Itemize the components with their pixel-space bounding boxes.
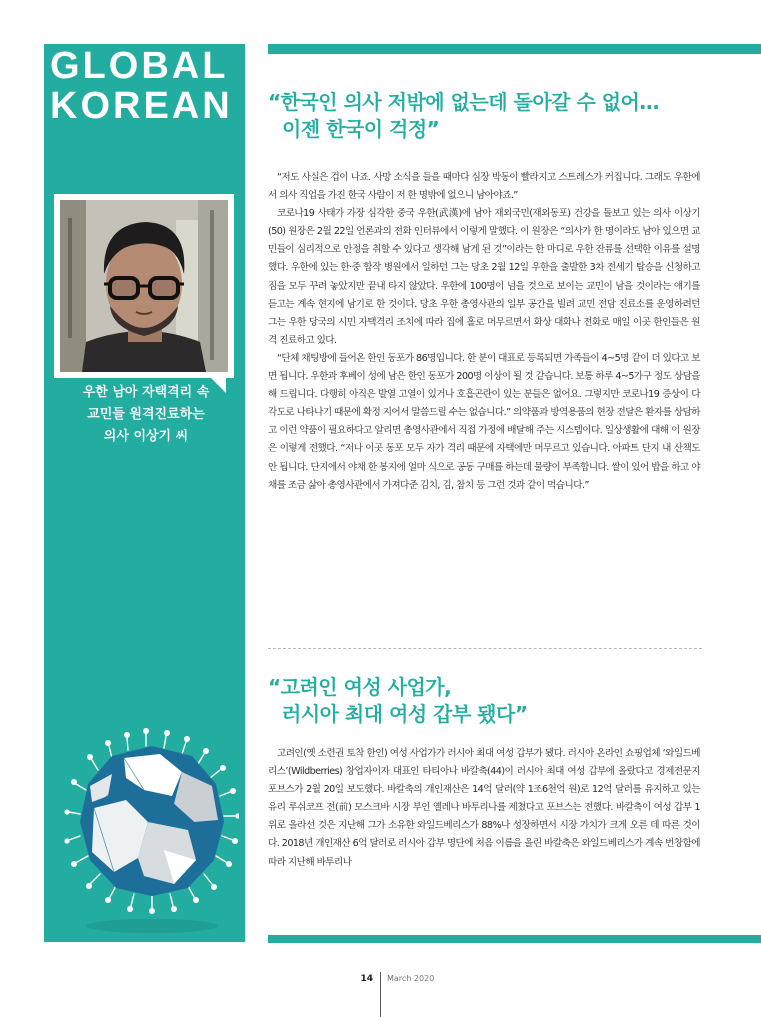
article1-body [268, 169, 700, 495]
photo-caption [50, 382, 242, 448]
article2-headline [268, 674, 528, 728]
article-paragraph: 고려인(옛 소련권 토착 한인) 여성 사업가가 러시아 최대 여성 갑부가 됐다. 러시아 온라인 쇼핑업체 ‘와일드베리스’(Wildberries) 창업자이자 대표인 타티아나 바칼축(44)이 러시아 최대 여성 갑부에 올랐다고 경제전문지 포브스가 2월 20일 보도했다. 바칼축의 개인재산은 14억 달러(약 1조6천억 원)로 12억 달러를 유지하고 있는 유리 루쉬코프 전(前) 모스크바 시장 부인 옐레나 바투리나를 제쳤다고 포브스는 전했다. 바칼축이 여성 갑부 1위로 올라선 것은 지난해 그가 소유한 와일드베리스가 88%나 성장하면서 시장 가치가 크게 오른 데 따른 것이다. 2018년 개인재산 6억 달러로 러시아 갑부 명단에 처음 이름을 올린 바칼축은 와일드베리스가 계속 번창함에 따라 지난해 바투리나 [268, 748, 700, 868]
portrait-photo-frame [54, 194, 234, 378]
page-footer [0, 972, 761, 1017]
article1-headline [268, 89, 659, 143]
headline-line: “고려인 여성 사업가, [268, 675, 452, 699]
headline-line: 러시아 최대 여성 갑부 됐다” [282, 702, 528, 726]
issue-date: March 2020 [387, 974, 435, 983]
caption-line: 교민들 원격진료하는 [87, 407, 205, 422]
portrait-photo [60, 200, 228, 372]
article2-body [268, 745, 700, 872]
top-accent-bar [268, 44, 761, 54]
footer-divider [380, 972, 381, 1017]
page-number: 14 [360, 974, 373, 984]
article-divider [268, 648, 702, 649]
section-title-line1: GLOBAL [50, 45, 229, 87]
caption-line: 의사 이상기 씨 [103, 429, 189, 444]
section-title [50, 46, 242, 126]
article-paragraph: 코로나19 사태가 가장 심각한 중국 우한(武漢)에 남아 재외국민(재외동포) 건강을 돌보고 있는 의사 이상기(50) 원장은 2월 22일 언론과의 전화 인터뷰에서 이렇게 말했다. 이 원장은 “의사가 한 명이라도 남아 있으면 교민들이 심리적으로 안정을 취할 수 있다고 생각해 남게 된 것”이라는 한 마디로 우한 잔류를 선택한 이유를 설명했다. 우한에 있는 한·중 합작 병원에서 일하던 그는 당초 2월 12일 우한을 출발한 3차 전세기 탑승을 신청하고 짐을 모두 꾸려 놓았지만 끝내 타지 않았다. 우한에 100명이 넘을 것으로 보이는 교민이 남을 것이라는 얘기를 듣고는 계속 현지에 남기로 한 것이다. 당초 우한 총영사관의 일부 공간을 빌려 교민 전담 진료소를 운영하려던 그는 우한 당국의 시민 자택격리 조치에 따라 집에 홀로 머무르면서 화상 대화나 전화로 매일 이곳 한인들은 원격 진료하고 있다. [268, 208, 700, 346]
headline-line: “한국인 의사 저밖에 없는데 돌아갈 수 없어… [268, 90, 659, 114]
bottom-accent-bar [268, 935, 761, 943]
globe-people-illustration [64, 726, 239, 941]
caption-line: 우한 남아 자택격리 속 [82, 385, 210, 400]
article-paragraph: “저도 사실은 겁이 나죠. 사망 소식을 들을 때마다 심장 박동이 빨라지고 스트레스가 커집니다. 그래도 우한에서 의사 직업을 가진 한국 사람이 저 한 명밖에 없으니 남아야죠.” [268, 172, 700, 202]
section-title-line2: KOREAN [50, 85, 233, 127]
headline-line: 이젠 한국이 걱정” [282, 117, 440, 141]
article-paragraph: “단체 채팅방에 들어온 한인 동포가 86명입니다. 한 분이 대표로 등록되면 가족들이 4~5명 같이 더 있다고 보면 됩니다. 우한과 후베이 성에 남은 한인 동포가 200명 이상이 될 것 같습니다. 보통 하루 4~5가구 정도 상담을 해 드립니다. 다행히 아직은 발열 고열이 있거나 호흡곤란이 있는 분들은 없어요. 그렇지만 코로나19 증상이 다각도로 나타나기 때문에 확정 지어서 말씀드릴 수는 없습니다.” 의약품과 방역용품의 현장 전달은 환자를 상담하고 이런 약품이 필요하다고 알리면 총영사관에서 직접 가정에 배달해 주는 시스템이다. 일상생활에 대해 이 원장은 이렇게 전했다. “저나 이곳 동포 모두 자가 격리 때문에 자택에만 머무르고 있습니다. 아파트 단지 내 산책도 안 됩니다. 단지에서 야채 한 봉지에 얼마 식으로 공동 구매를 하는데 물량이 부족합니다. 쌀이 있어 밥을 하고 야채를 조금 삶아 총영사관에서 가져다준 김치, 김, 참치 등 그런 것과 같이 먹습니다.” [268, 352, 700, 491]
